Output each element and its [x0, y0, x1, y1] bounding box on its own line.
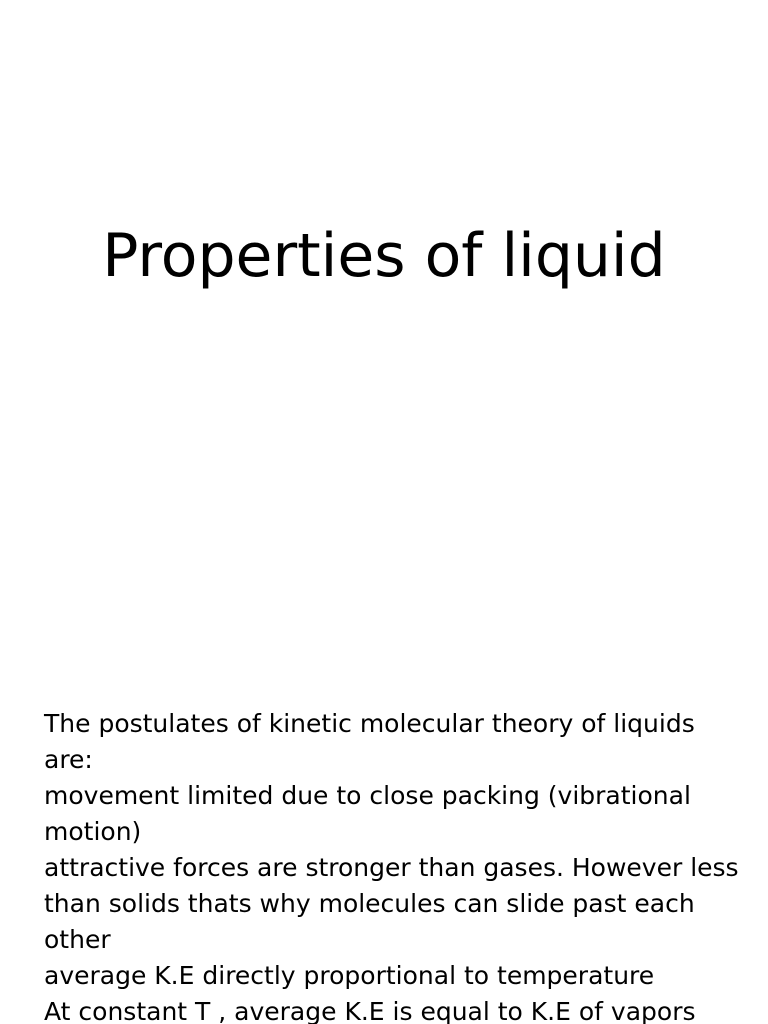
body-line: The postulates of kinetic molecular theory of liquids are: [44, 709, 695, 774]
slide-body [44, 706, 744, 1024]
body-line: movement limited due to close packing (vibrational motion) [44, 781, 691, 846]
slide-title: Properties of liquid [102, 221, 666, 291]
body-line: average K.E directly proportional to temperature [44, 961, 655, 990]
body-line: attractive forces are stronger than gases. However less than solids thats why molecules can slide past each other [44, 853, 739, 954]
body-line: At constant T , average K.E is equal to K.E of vapors [44, 997, 696, 1024]
